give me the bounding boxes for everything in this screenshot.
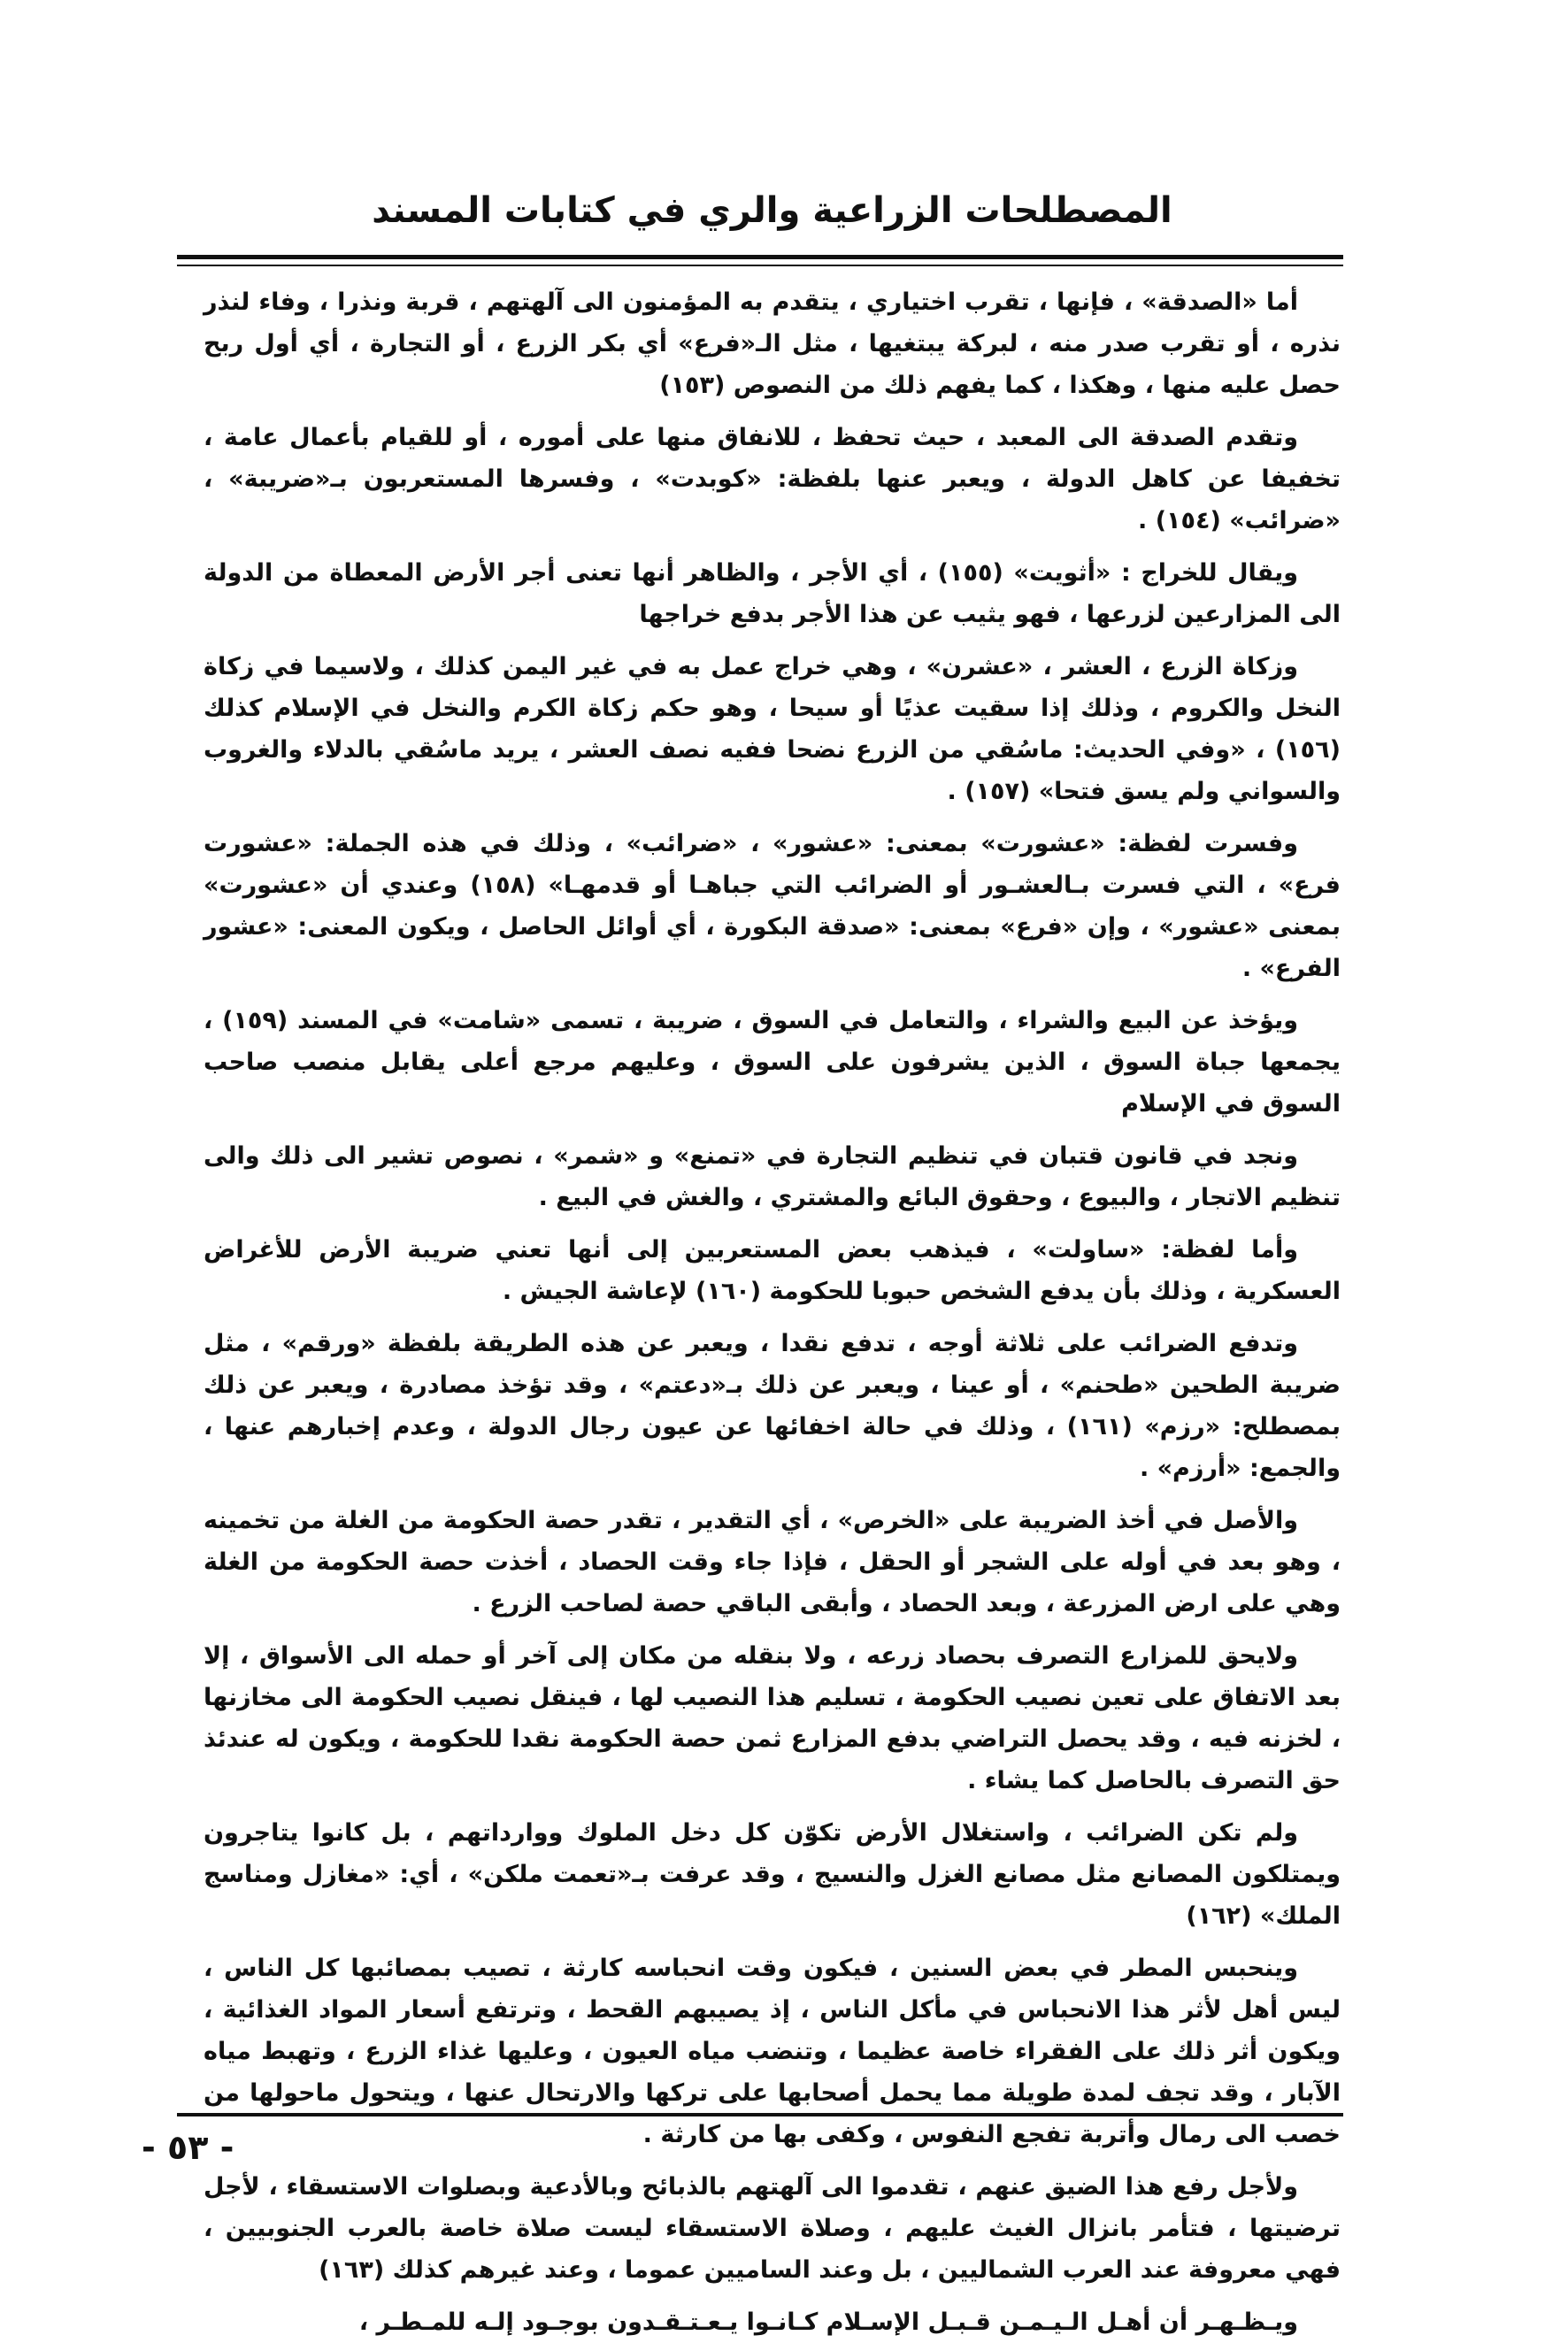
footer-rule xyxy=(177,2113,1343,2116)
paragraph: وينحبس المطر في بعض السنين ، فيكون وقت انحباسه كارثة ، تصيب بمصائبها كل الناس ، ليس أهل لأثر هذا الانحباس في مأكل الناس ، إذ يصيبهم القحط ، وترتفع أسعار المواد الغذائية ، ويكون أثر ذلك على الفقراء خاصة عظيما ، وتنضب مياه العيون ، وعليها غذاء الزرع ، وتهبط مياه الآبار ، وقد تجف لمدة طويلة مما يحمل أصحابها على تركها والارتحال عنها ، ويتحول ماحولها من خصب الى رمال وأتربة تفجع النفوس ، وكفى بها من كارثة . xyxy=(204,1955,1341,2148)
page-body xyxy=(204,281,1341,2336)
paragraph: ولأجل رفع هذا الضيق عنهم ، تقدموا الى آلهتهم بالذبائح وبالأدعية وبصلوات الاستسقاء ، لأجل ترضيتها ، فتأمر بانزال الغيث عليهم ، وصلاة الاستسقاء ليست صلاة خاصة بالعرب الجنوبيين ، فهي معروفة عند العرب الشماليين ، بل وعند الساميين عموما ، وعند غيرهم كذلك (١٦٣) xyxy=(204,2173,1341,2284)
header-rule-thin xyxy=(177,265,1343,266)
running-header: المصطلحات الزراعية والري في كتابات المسند xyxy=(372,190,1172,231)
paragraph: ولم تكن الضرائب ، واستغلال الأرض تكوّن كل دخل الملوك ووارداتهم ، بل كانوا يتاجرون ويمتلكون المصانع مثل مصانع الغزل والنسيج ، وقد عرفت بـ«تعمت ملكن» ، أي: «مغازل ومناسج الملك» (١٦٢) xyxy=(204,1819,1341,1930)
paragraph: ونجد في قانون قتبان في تنظيم التجارة في «تمنع» و «شمر» ، نصوص تشير الى ذلك والى تنظيم الاتجار ، والبيوع ، وحقوق البائع والمشتري ، والغش في البيع . xyxy=(204,1142,1341,1211)
paragraph: أما «الصدقة» ، فإنها ، تقرب اختياري ، يتقدم به المؤمنون الى آلهتهم ، قربة ونذرا ، وفاء لنذر نذره ، أو تقرب صدر منه ، لبركة يبتغيها ، مثل الـ«فرع» أي بكر الزرع ، أو التجارة ، أي أول ربح حصل عليه منها ، وهكذا ، كما يفهم ذلك من النصوص (١٥٣) xyxy=(204,288,1341,399)
paragraph: والأصل في أخذ الضريبة على «الخرص» ، أي التقدير ، تقدر حصة الحكومة من الغلة من تخمينه ، وهو بعد في أوله على الشجر أو الحقل ، فإذا جاء وقت الحصاد ، أخذت حصة الحكومة من الغلة وهي على ارض المزرعة ، وبعد الحصاد ، وأبقى الباقي حصة لصاحب الزرع . xyxy=(204,1507,1341,1617)
header-rule-thick xyxy=(177,255,1343,259)
paragraph: ولايحق للمزارع التصرف بحصاد زرعه ، ولا بنقله من مكان إلى آخر أو حمله الى الأسواق ، إلا بعد الاتفاق على تعين نصيب الحكومة ، تسليم هذا النصيب لها ، فينقل نصيب الحكومة الى مخازنها ، لخزنه فيه ، وقد يحصل التراضي بدفع المزارع ثمن حصة الحكومة نقدا للحكومة ، ويكون له عندئذ حق التصرف بالحاصل كما يشاء . xyxy=(204,1642,1341,1794)
paragraph: وفسرت لفظة: «عشورت» بمعنى: «عشور» ، «ضرائب» ، وذلك في هذه الجملة: «عشورت فرع» ، التي فسرت بـالعشـور أو الضرائب التي جباهـا أو قدمهـا» (١٥٨) وعندي أن «عشورت» بمعنى «عشور» ، وإن «فرع» بمعنى: «صدقة البكورة ، أي أوائل الحاصل ، ويكون المعنى: «عشور الفرع» . xyxy=(204,830,1341,982)
paragraph: وزكاة الزرع ، العشر ، «عشرن» ، وهي خراج عمل به في غير اليمن كذلك ، ولاسيما في زكاة النخل والكروم ، وذلك إذا سقيت عذيًا أو سيحا ، وهو حكم زكاة الكرم والنخل في الإسلام كذلك (١٥٦) ، «وفي الحديث: ماسُقي من الزرع نضحا ففيه نصف العشر ، يريد ماسُقي بالدلاء والغروب والسواني ولم يسق فتحا» (١٥٧) . xyxy=(204,653,1341,805)
paragraph: ويـظـهـر أن أهـل الـيـمـن قـبـل الإسـلام كـانـوا يـعـتـقـدون بوجـود إلـه للمـطـر ، xyxy=(358,2308,1298,2336)
paragraph: ويؤخذ عن البيع والشراء ، والتعامل في السوق ، ضريبة ، تسمى «شامت» في المسند (١٥٩) ، يجمعها جباة السوق ، الذين يشرفون على السوق ، وعليهم مرجع أعلى يقابل منصب صاحب السوق في الإسلام xyxy=(204,1007,1341,1118)
paragraph: ويقال للخراج : «أثويت» (١٥٥) ، أي الأجر ، والظاهر أنها تعنى أجر الأرض المعطاة من الدولة الى المزارعين لزرعها ، فهو يثيب عن هذا الأجر بدفع خراجها xyxy=(204,559,1341,628)
paragraph: وتقدم الصدقة الى المعبد ، حيث تحفظ ، للانفاق منها على أموره ، أو للقيام بأعمال عامة ، تخفيفا عن كاهل الدولة ، ويعبر عنها بلفظة: «كوبدت» ، وفسرها المستعربون بـ«ضريبة» ، «ضرائب» (١٥٤) . xyxy=(204,424,1341,534)
page-number: - ٥٣ - xyxy=(142,2128,234,2167)
paragraph: وأما لفظة: «ساولت» ، فيذهب بعض المستعربين إلى أنها تعني ضريبة الأرض للأغراض العسكرية ، وذلك بأن يدفع الشخص حبوبا للحكومة (١٦٠) لإعاشة الجيش . xyxy=(204,1236,1341,1305)
paragraph: وتدفع الضرائب على ثلاثة أوجه ، تدفع نقدا ، ويعبر عن هذه الطريقة بلفظة «ورقم» ، مثل ضريبة الطحين «طحنم» ، أو عينا ، ويعبر عن ذلك بـ«دعتم» ، وقد تؤخذ مصادرة ، ويعبر عن ذلك بمصطلح: «رزم» (١٦١) ، وذلك في حالة اخفائها عن عيون رجال الدولة ، وعدم إخبارهم عنها ، والجمع: «أرزم» . xyxy=(204,1330,1341,1482)
